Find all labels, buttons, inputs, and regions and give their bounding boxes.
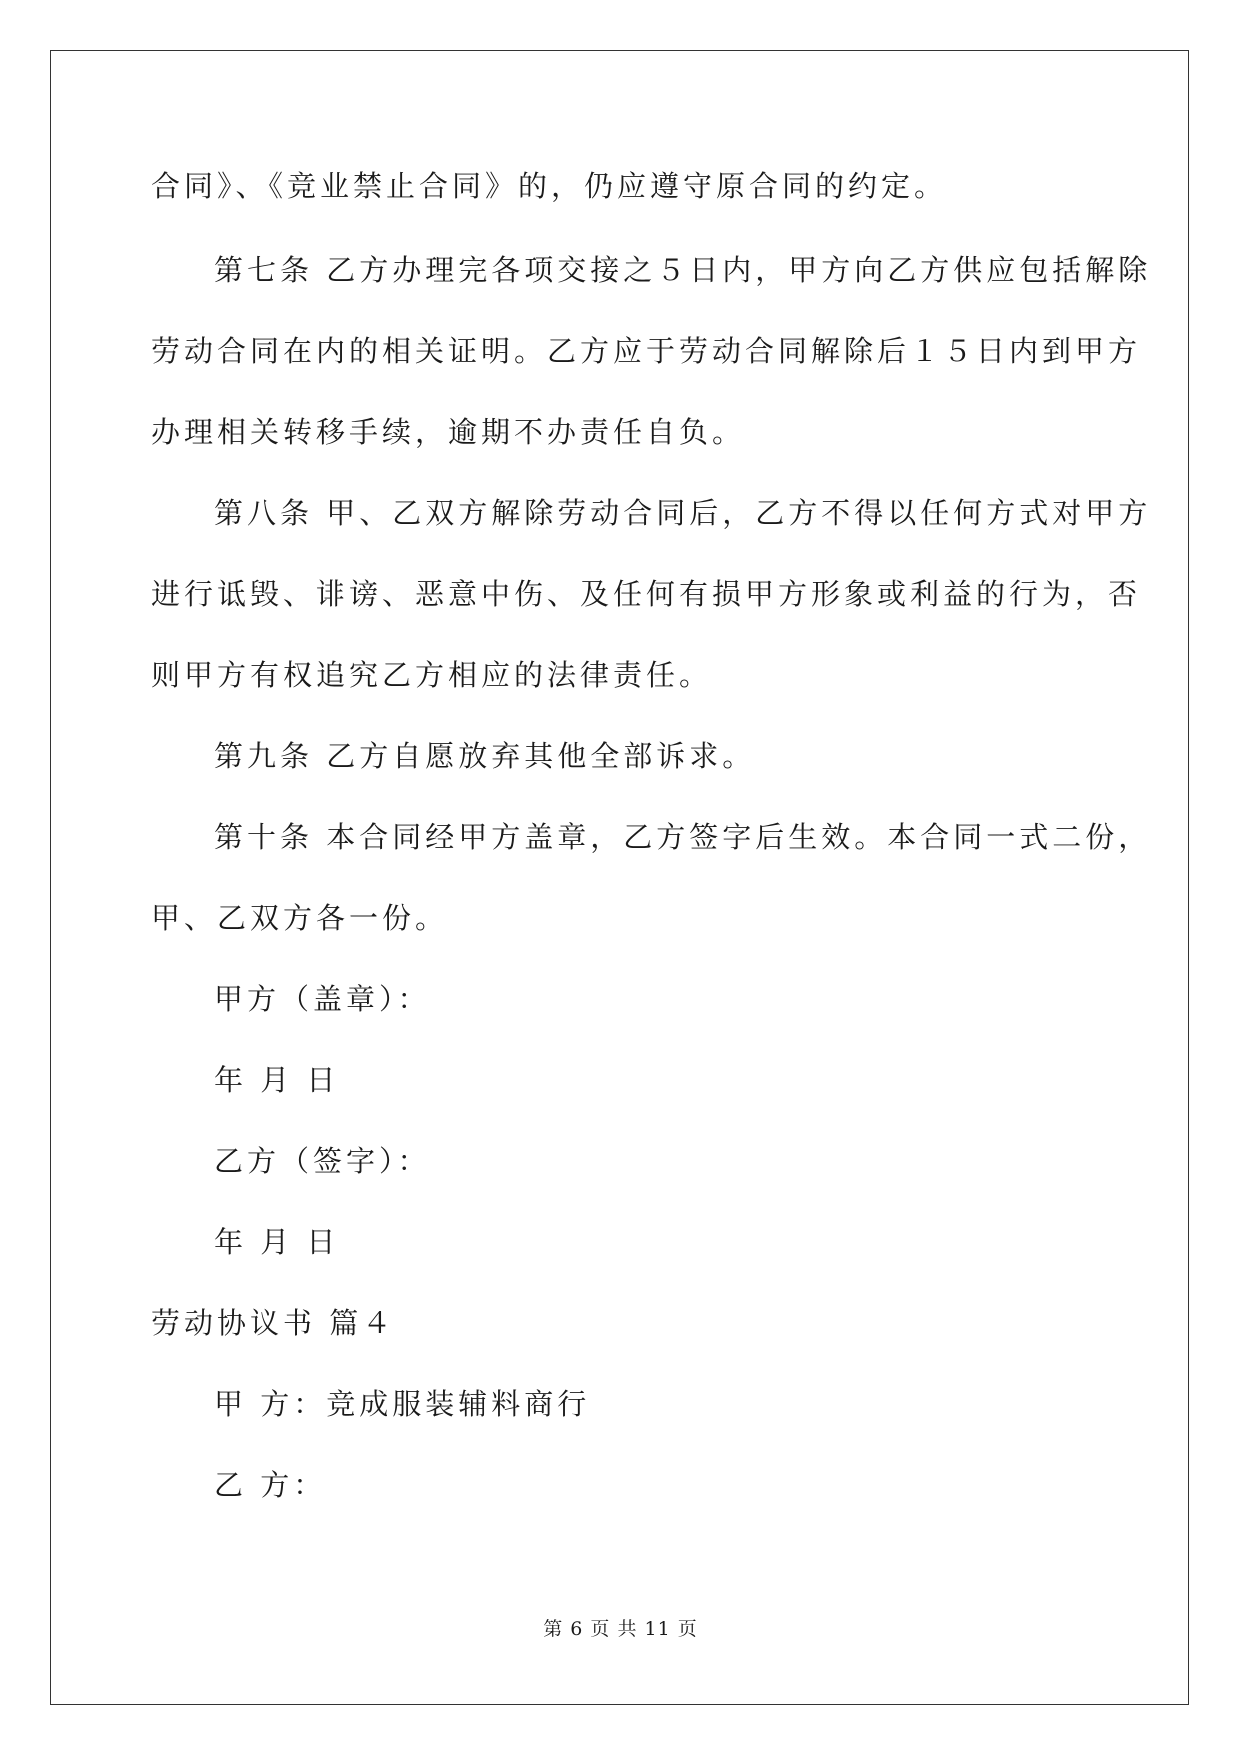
article-10-heading-line: 第十条 本合同经甲方盖章，乙方签字后生效。本合同一式二份， <box>214 820 1152 854</box>
party-b-name-line: 乙 方： <box>214 1468 327 1502</box>
page-border <box>50 50 1189 1705</box>
page-number-footer: 第 6 页 共 11 页 <box>543 1618 698 1640</box>
text-line: 合同》、《竞业禁止合同》的，仍应遵守原合同的约定。 <box>151 169 948 203</box>
article-8-heading-line: 第八条 甲、乙双方解除劳动合同后，乙方不得以任何方式对甲方 <box>214 496 1152 530</box>
party-a-seal-label: 甲方（盖章）： <box>214 982 431 1016</box>
text-line: 办理相关转移手续，逾期不办责任自负。 <box>151 415 746 449</box>
text-line: 甲、乙双方各一份。 <box>151 901 449 935</box>
party-a-name-line: 甲 方：竞成服装辅料商行 <box>214 1387 591 1421</box>
section-title: 劳动协议书 篇４ <box>151 1306 396 1340</box>
article-9-line: 第九条 乙方自愿放弃其他全部诉求。 <box>214 739 756 773</box>
text-line: 劳动合同在内的相关证明。乙方应于劳动合同解除后１５日内到甲方 <box>151 334 1142 368</box>
article-7-heading-line: 第七条 乙方办理完各项交接之５日内，甲方向乙方供应包括解除 <box>214 253 1152 287</box>
party-a-date-line: 年 月 日 <box>214 1063 340 1097</box>
party-b-signature-label: 乙方（签字）： <box>214 1144 431 1178</box>
text-line: 则甲方有权追究乙方相应的法律责任。 <box>151 658 713 692</box>
text-line: 进行诋毁、诽谤、恶意中伤、及任何有损甲方形象或利益的行为，否 <box>151 577 1142 611</box>
party-b-date-line: 年 月 日 <box>214 1225 340 1259</box>
